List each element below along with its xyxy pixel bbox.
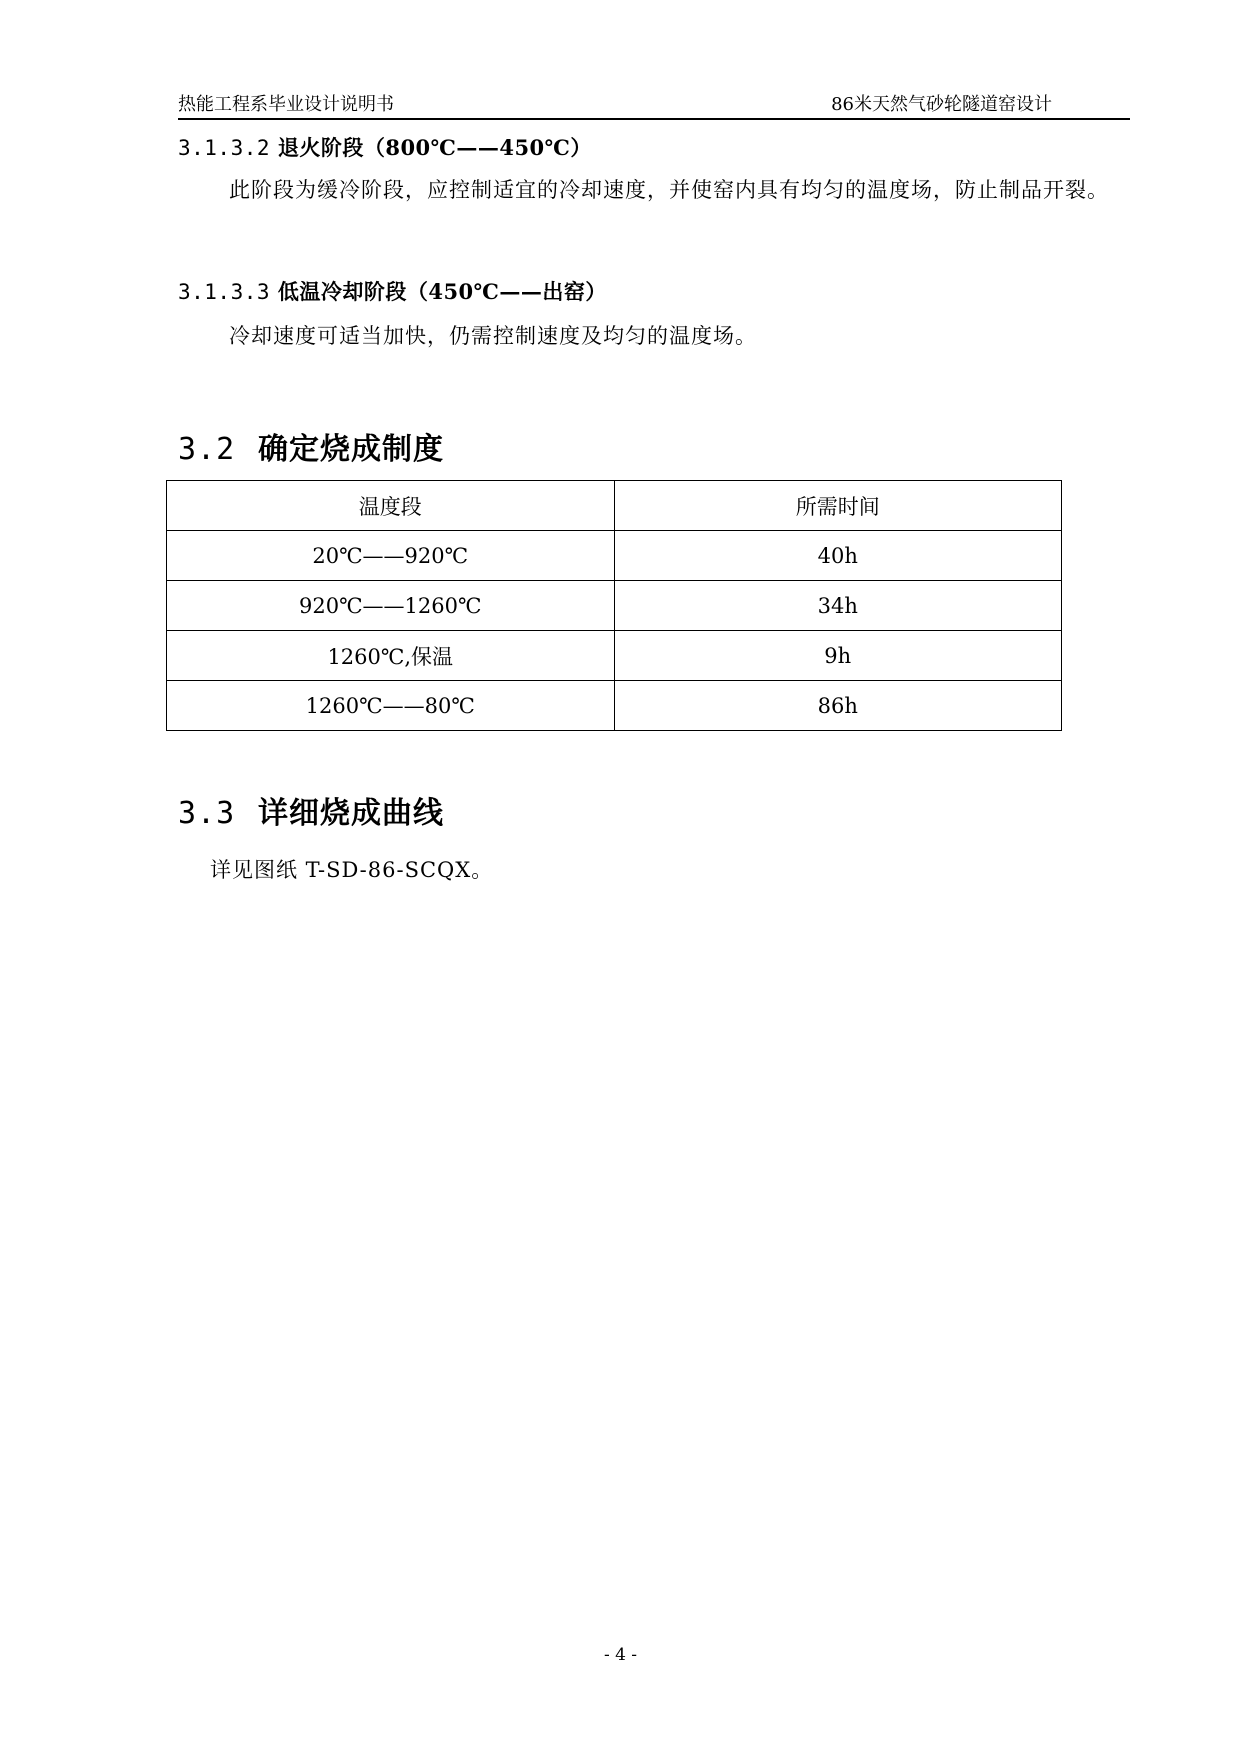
- firing-schedule-table: [166, 480, 1062, 731]
- heading-3-2: [178, 424, 444, 468]
- heading-title: 确定烧成制度: [258, 432, 444, 467]
- paragraph-annealing: 此阶段为缓冷阶段，应控制适宜的冷却速度，并使窑内具有均匀的温度场，防止制品开裂。: [229, 178, 1109, 202]
- table-row: [167, 681, 1062, 731]
- table-row: [167, 581, 1062, 631]
- paragraph-low-temp-cooling: 冷却速度可适当加快，仍需控制速度及均匀的温度场。: [229, 324, 757, 348]
- header-thesis-title: 热能工程系毕业设计说明书: [178, 94, 394, 115]
- table-cell: 34h: [614, 581, 1062, 631]
- heading-title: 低温冷却阶段（450℃——出窑）: [277, 279, 607, 304]
- table-row: [167, 631, 1062, 681]
- table-cell: 86h: [614, 681, 1062, 731]
- table-cell: 9h: [614, 631, 1062, 681]
- table-cell: 20℃——920℃: [167, 531, 615, 581]
- table-cell: 1260℃——80℃: [167, 681, 615, 731]
- table-row: [167, 531, 1062, 581]
- heading-3-3: [178, 788, 444, 832]
- table-header-cell: 温度段: [167, 481, 615, 531]
- table-cell: 1260℃,保温: [167, 631, 615, 681]
- heading-title: 退火阶段（800℃——450℃）: [277, 135, 592, 160]
- heading-title: 详细烧成曲线: [258, 796, 444, 831]
- page-header: [178, 88, 1130, 120]
- table-header-cell: 所需时间: [614, 481, 1062, 531]
- heading-number: 3.1.3.2: [178, 136, 271, 160]
- table-cell: 40h: [614, 531, 1062, 581]
- heading-number: 3.2: [178, 432, 236, 467]
- heading-3-1-3-2: [178, 132, 592, 162]
- page-number: - 4 -: [603, 1645, 638, 1665]
- heading-number: 3.3: [178, 796, 236, 831]
- table-header-row: [167, 481, 1062, 531]
- header-project-title: 86米天然气砂轮隧道窑设计: [831, 94, 1052, 115]
- heading-3-1-3-3: [178, 276, 607, 306]
- table-cell: 920℃——1260℃: [167, 581, 615, 631]
- paragraph-drawing-reference: 详见图纸 T-SD-86-SCQX。: [210, 858, 494, 882]
- heading-number: 3.1.3.3: [178, 280, 271, 304]
